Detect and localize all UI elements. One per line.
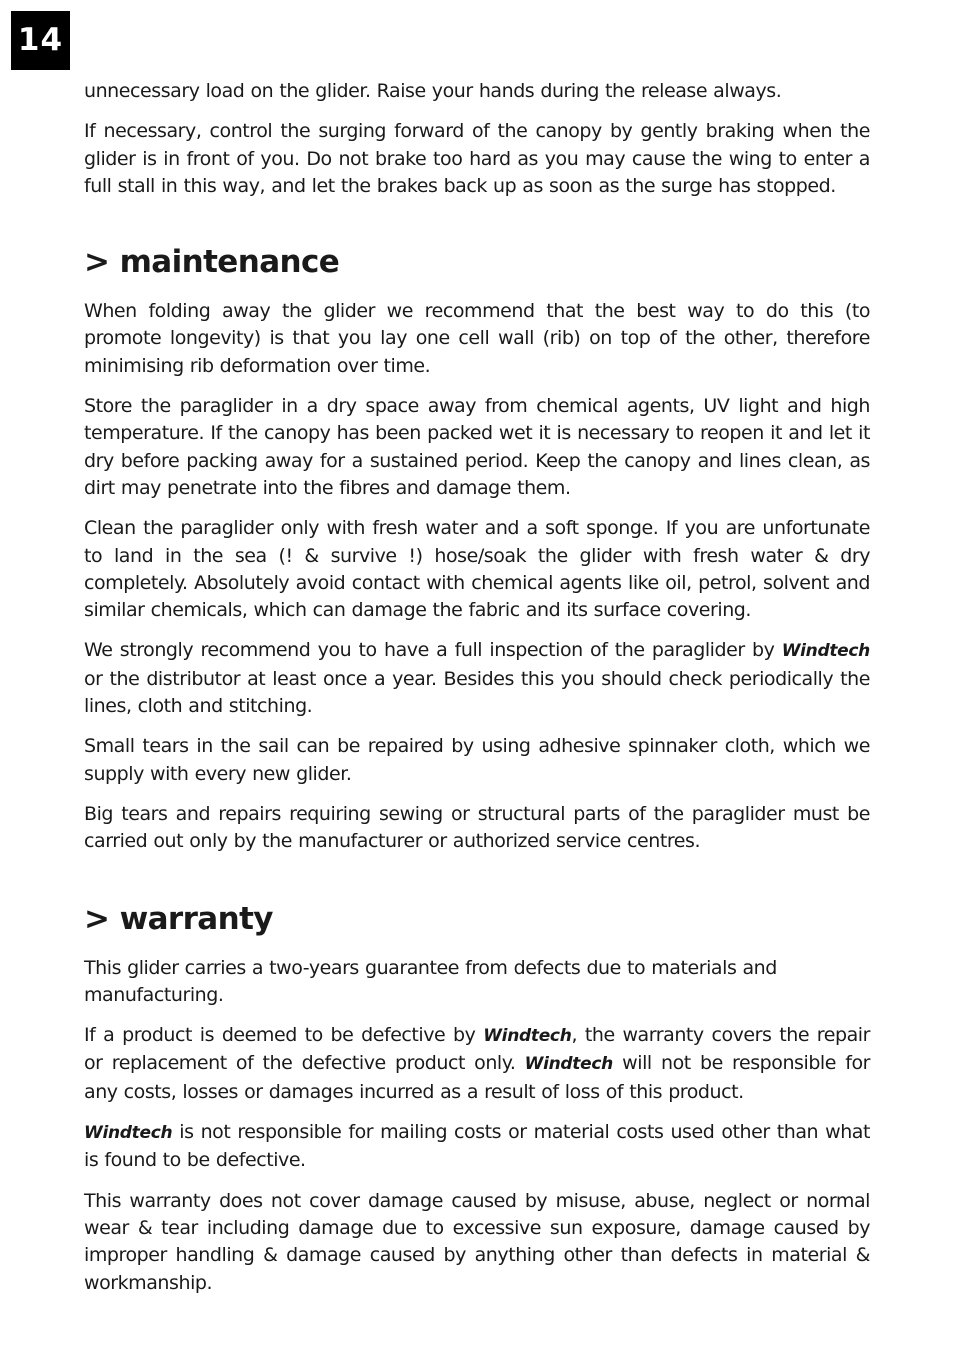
brand-name: Windtech [84, 1123, 173, 1144]
intro-paragraph-2: If necessary, control the surging forward of the canopy by gently braking when the glider is in front of you. Do not brake too hard as you may cause the wing to enter a full stall in this way, and let the brakes back up as soon as the surge has stopped. [84, 120, 870, 197]
maintenance-p4-text-a: We strongly recommend you to have a full inspection of the paraglider by [84, 639, 782, 662]
warranty-p3-text: is not responsible for mailing costs or material costs used other than what is found to be defective. [84, 1121, 870, 1172]
maintenance-paragraph-2: Store the paraglider in a dry space away from chemical agents, UV light and high temperature. If the canopy has been packed wet it is necessary to reopen it and let it dry before packing away for a sustained period. Keep the canopy and lines clean, as dirt may penetrate into the fibres and damage them. [84, 395, 870, 499]
maintenance-paragraph-5: Small tears in the sail can be repaired by using adhesive spinnaker cloth, which we supply with every new glider. [84, 735, 870, 785]
brand-name: Windtech [524, 1054, 613, 1075]
intro-paragraph-1: unnecessary load on the glider. Raise your hands during the release always. [84, 80, 782, 102]
page-content [84, 78, 870, 1310]
maintenance-heading: > maintenance [84, 244, 340, 281]
brand-name: Windtech [781, 641, 870, 662]
maintenance-paragraph-3: Clean the paraglider only with fresh water and a soft sponge. If you are unfortunate to land in the sea (! & survive !) hose/soak the glider with fresh water & dry completely. Absolutely avoid contact with chemical agents like oil, petrol, solvent and similar chemicals, which can damage the fabric and its surface covering. [84, 517, 870, 622]
maintenance-paragraph-6: Big tears and repairs requiring sewing or structural parts of the paraglider must be carried out only by the manufacturer or authorized service centres. [84, 802, 870, 853]
maintenance-p4-text-b: or the distributor at least once a year. Besides this you should check periodically the lines, cloth and stitching. [84, 667, 870, 718]
warranty-paragraph-4: This warranty does not cover damage caused by misuse, abuse, neglect or normal wear & tear including damage due to excessive sun exposure, damage caused by improper handling & damage caused by anything other than defects in material & workmanship. [84, 1189, 870, 1294]
warranty-heading: > warranty [84, 900, 273, 937]
warranty-p2-text-b: , the warranty covers the repair or replacement of the defective product only. [84, 1024, 870, 1075]
maintenance-paragraph-4 [84, 637, 870, 720]
brand-name: Windtech [483, 1026, 572, 1047]
warranty-paragraph-2 [84, 1022, 870, 1106]
warranty-p2-text-a: If a product is deemed to be defective by [84, 1024, 484, 1047]
maintenance-paragraph-1: When folding away the glider we recommend that the best way to do this (to promote longevity) is that you lay one cell wall (rib) on top of the other, therefore minimising rib deformation over time. [84, 300, 870, 377]
warranty-paragraph-1: This glider carries a two-years guarantee from defects due to materials and manufacturing. [84, 956, 777, 1006]
warranty-paragraph-3 [84, 1119, 870, 1175]
warranty-p2-text-c: will not be responsible for any costs, losses or damages incurred as a result of loss of this product. [84, 1052, 870, 1103]
page-number: 14 [11, 11, 70, 70]
